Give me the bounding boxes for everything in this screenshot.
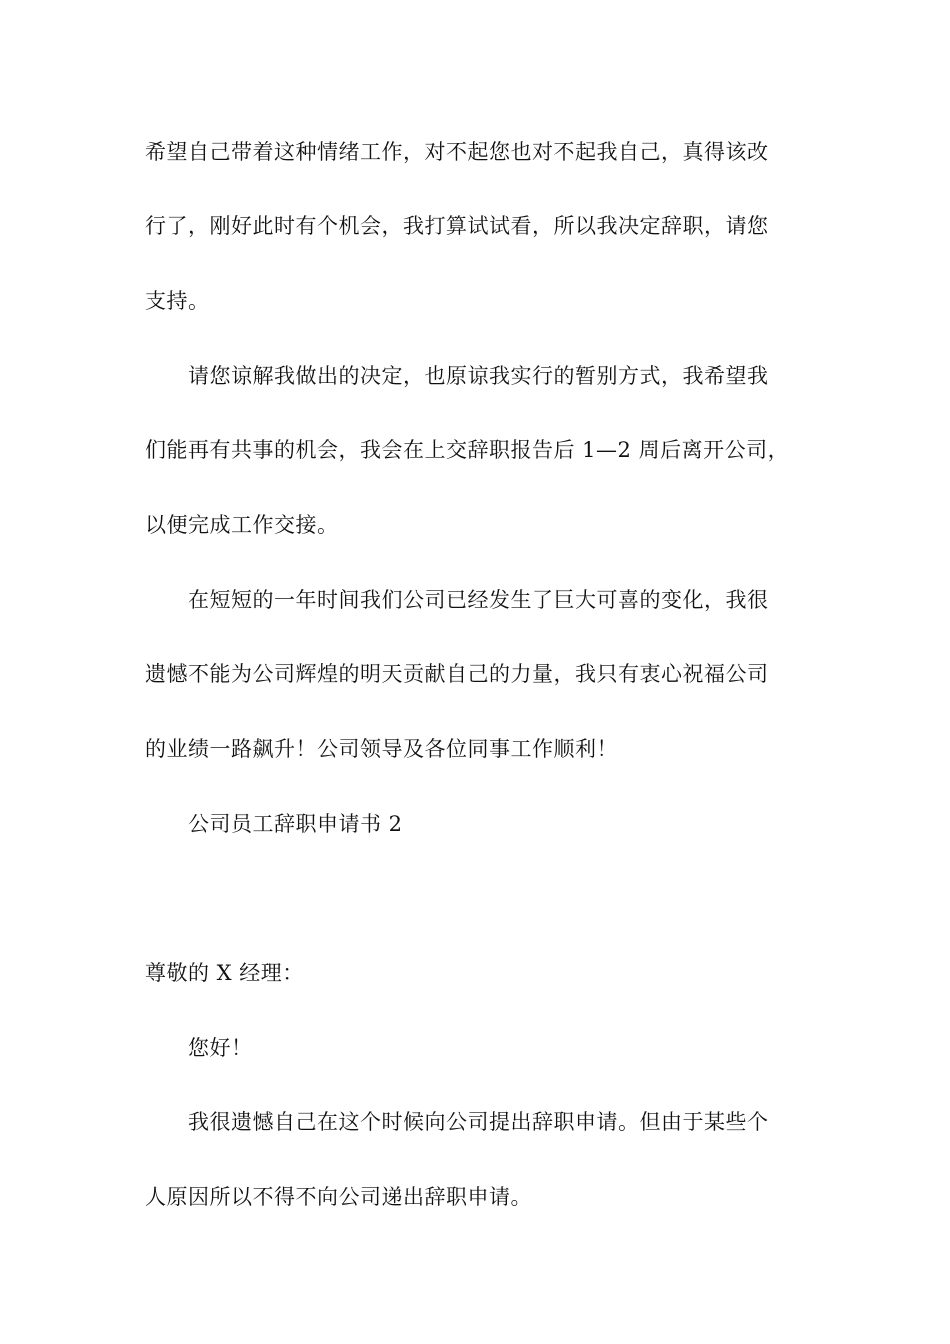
paragraph-line: 人原因所以不得不向公司递出辞职申请。 <box>145 1185 532 1209</box>
greeting: 您好！ <box>188 1036 253 1060</box>
paragraph-line: 在短短的一年时间我们公司已经发生了巨大可喜的变化，我很 <box>188 588 769 612</box>
paragraph-line: 请您谅解我做出的决定，也原谅我实行的暂别方式，我希望我 <box>188 364 769 388</box>
paragraph-line: 遗憾不能为公司辉煌的明天贡献自己的力量，我只有衷心祝福公司 <box>145 662 769 686</box>
paragraph-line: 行了，刚好此时有个机会，我打算试试看，所以我决定辞职，请您 <box>145 214 769 238</box>
paragraph-line: 希望自己带着这种情绪工作，对不起您也对不起我自己，真得该改 <box>145 140 769 164</box>
paragraph-line: 支持。 <box>145 289 210 313</box>
paragraph-line: 们能再有共事的机会，我会在上交辞职报告后 1—2 周后离开公司， <box>145 438 790 462</box>
salutation: 尊敬的 X 经理： <box>145 961 304 985</box>
section-heading: 公司员工辞职申请书 2 <box>188 812 403 836</box>
paragraph-line: 我很遗憾自己在这个时候向公司提出辞职申请。但由于某些个 <box>188 1110 769 1134</box>
paragraph-line: 以便完成工作交接。 <box>145 513 339 537</box>
paragraph-line: 的业绩一路飙升！公司领导及各位同事工作顺利！ <box>145 737 618 761</box>
